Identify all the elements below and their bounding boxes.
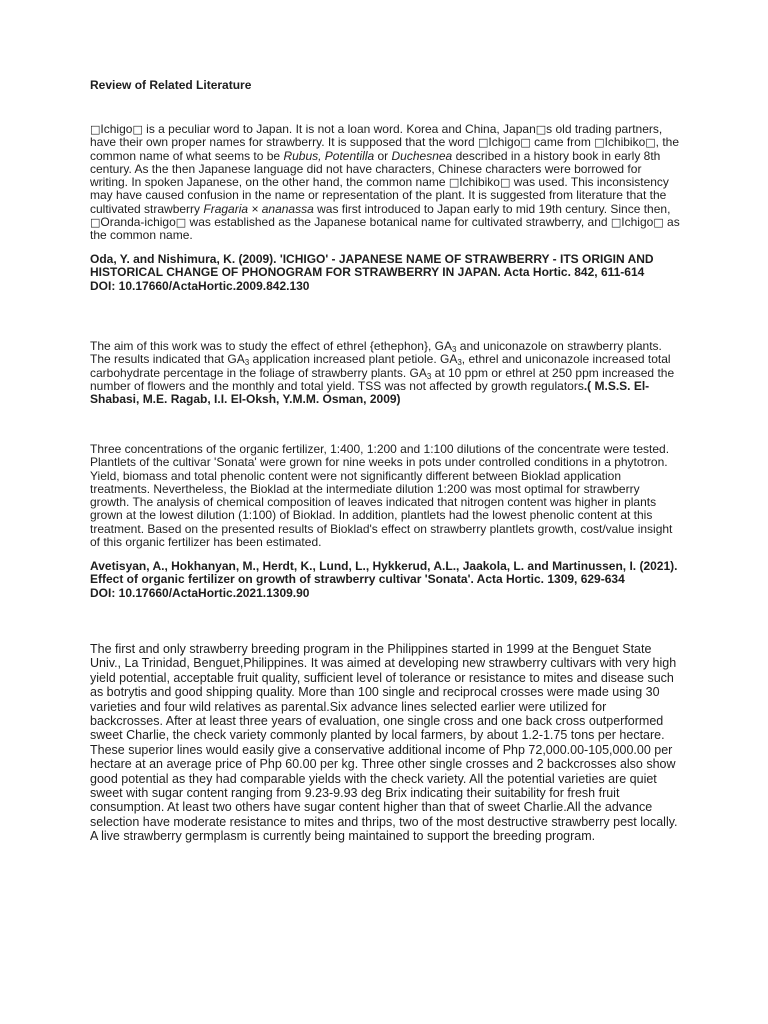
reference-oda — [90, 253, 680, 293]
subscript: 3 — [244, 358, 250, 368]
missing-glyph-icon: □ — [90, 123, 101, 136]
paragraph-ichigo — [90, 123, 680, 243]
text-run: The aim of this work was to study the effect of ethrel {ethephon}, GA — [90, 339, 452, 353]
subscript: 3 — [457, 358, 462, 368]
missing-glyph-icon: □ — [132, 123, 143, 136]
text-run: was established as the Japanese botanical name for cultivated strawberry, and — [186, 215, 611, 230]
text-run: Oranda-ichigo — [100, 215, 176, 230]
page-heading: Review of Related Literature — [90, 78, 252, 92]
text-run: described in a history book in early 8th century. As the then Japanese language did not have characters, Chinese characters were borrowed for writing. In spoken Japanese, on the other hand, the common name — [90, 148, 661, 190]
missing-glyph-icon: □ — [448, 176, 460, 190]
missing-glyph-icon: □ — [535, 123, 547, 136]
text-run: Fragaria × ananassa — [203, 201, 314, 216]
reference-doi: DOI: 10.17660/ActaHortic.2021.1309.90 — [90, 585, 310, 600]
paragraph-philippines — [90, 642, 680, 844]
text-run: The first and only strawberry breeding program in the Philippines started in 1999 at the Benguet State Univ., La Trinidad, Benguet,Philippines. It was aimed at developing new strawberry cultivars with very high yield potential, acceptable fruit quality, sufficient level of tolerance or resistance to mites and disease such as botrytis and good shipping quality. More than 100 single and reciprocal crosses were made using 30 varieties and four wild relatives as parental.Six advance lines selected earlier were utilized for backcrosses. After at least three years of evaluation, one single cross and one back cross outperformed sweet Charlie, the check variety commonly planted by local farmers, by about 1.2-1.75 tons per hectare. These superior lines would easily give a conservative additional income of Php 72,000.00-105,000.00 per hectare at an average price of Php 60.00 per kg. Three other single crosses and 2 backcrosses also show good potential as they had comparable yields with the check variety. All the potential varieties are quiet sweet with sugar content ranging from 9.23-9.93 deg Brix indicating their suitability for fresh fruit consumption. At least two others have sugar content higher than that of sweet Charlie.All the advance selection have moderate resistance to mites and thrips, two of the most destructive strawberry pest locally. A live strawberry germplasm is currently being maintained to support the breeding program. — [90, 642, 678, 844]
paragraph-ethrel — [90, 340, 680, 406]
text-run: was used. This inconsistency may have caused confusion in the name or representation of the plant. It is suggested from literature that the cultivated strawberry — [90, 175, 669, 216]
missing-glyph-icon: □ — [175, 216, 187, 230]
missing-glyph-icon: □ — [520, 136, 531, 150]
subscript: 3 — [426, 371, 432, 381]
paragraph-bioklad — [90, 443, 680, 549]
text-run: Ichibiko — [459, 175, 500, 190]
text-run: Ichigo — [621, 215, 654, 230]
missing-glyph-icon: □ — [477, 136, 489, 150]
text-run: as the common name. — [90, 215, 680, 243]
text-run: , ethrel and uniconazole increased total carbohydrate percentage in the foliage of strawberry plants. GA — [90, 352, 671, 380]
text-run: s old trading partners, have their own proper names for strawberry. It is supposed that the word — [90, 122, 663, 150]
reference-avetisyan — [90, 560, 680, 600]
text-run: Ichibiko — [604, 135, 646, 150]
text-run: application increased plant petiole. GA — [249, 352, 458, 367]
text-run: at 10 ppm or ethrel at 250 ppm increased the number of flowers and the monthly and total yield. TSS was not affected by growth regulators — [90, 365, 675, 393]
text-run: is a peculiar word to Japan. It is not a loan word. Korea and China, Japan — [142, 122, 536, 136]
reference-doi: DOI: 10.17660/ActaHortic.2009.842.130 — [90, 278, 310, 293]
reference-citation: Oda, Y. and Nishimura, K. (2009). 'ICHIGO' - JAPANESE NAME OF STRAWBERRY - ITS ORIGIN AND HISTORICAL CHANGE OF PHONOGRAM FOR STRAWBERRY IN JAPAN. Acta Hortic. 842, 611-614 — [90, 252, 654, 280]
missing-glyph-icon: □ — [594, 136, 605, 150]
text-run: Rubus, Potentilla — [283, 148, 375, 163]
text-run: or — [374, 148, 392, 163]
text-run: Ichigo — [100, 122, 133, 136]
reference-citation: Avetisyan, A., Hokhanyan, M., Herdt, K., Lund, L., Hykkerud, A.L., Jaakola, L. and Martinussen, I. (2021). Effect of organic fertilizer on growth of strawberry cultivar 'Sonata'. Acta Hortic. 1309, 629-634 — [90, 559, 678, 587]
missing-glyph-icon: □ — [499, 176, 511, 190]
missing-glyph-icon: □ — [610, 216, 622, 230]
missing-glyph-icon: □ — [90, 216, 101, 230]
text-run: was first introduced to Japan early to mid 19th century. Since then, — [313, 201, 671, 216]
text-run: Duchesnea — [391, 148, 453, 163]
text-run: , the common name of what seems to be — [90, 135, 680, 163]
text-run: came from — [530, 135, 595, 150]
text-run: Three concentrations of the organic fertilizer, 1:400, 1:200 and 1:100 dilutions of the concentrate were tested. Plantlets of the cultivar 'Sonata' were grown for nine weeks in pots under controlled conditions in a phytotron. Yield, biomass and total phenolic content were not significantly different between Bioklad application treatments. Nevertheless, the Bioklad at the intermediate dilution 1:200 was most optimal for strawberry growth. The analysis of chemical composition of leaves indicated that nitrogen content was higher in plants grown at the lowest dilution (1:100) of Bioklad. In addition, plantlets had the lowest phenolic content at this treatment. Based on the presented results of Bioklad's effect on strawberry plantlets growth, cost/value insight of this organic fertilizer has been estimated. — [90, 442, 673, 550]
text-run: Ichigo — [488, 135, 521, 150]
missing-glyph-icon: □ — [653, 216, 664, 230]
inline-citation: .( M.S.S. El-Shabasi, M.E. Ragab, I.I. El-Oksh, Y.M.M. Osman, 2009) — [90, 378, 650, 407]
subscript: 3 — [451, 345, 457, 354]
missing-glyph-icon: □ — [645, 136, 656, 150]
text-run: and uniconazole on strawberry plants. The results indicated that GA — [90, 339, 662, 367]
